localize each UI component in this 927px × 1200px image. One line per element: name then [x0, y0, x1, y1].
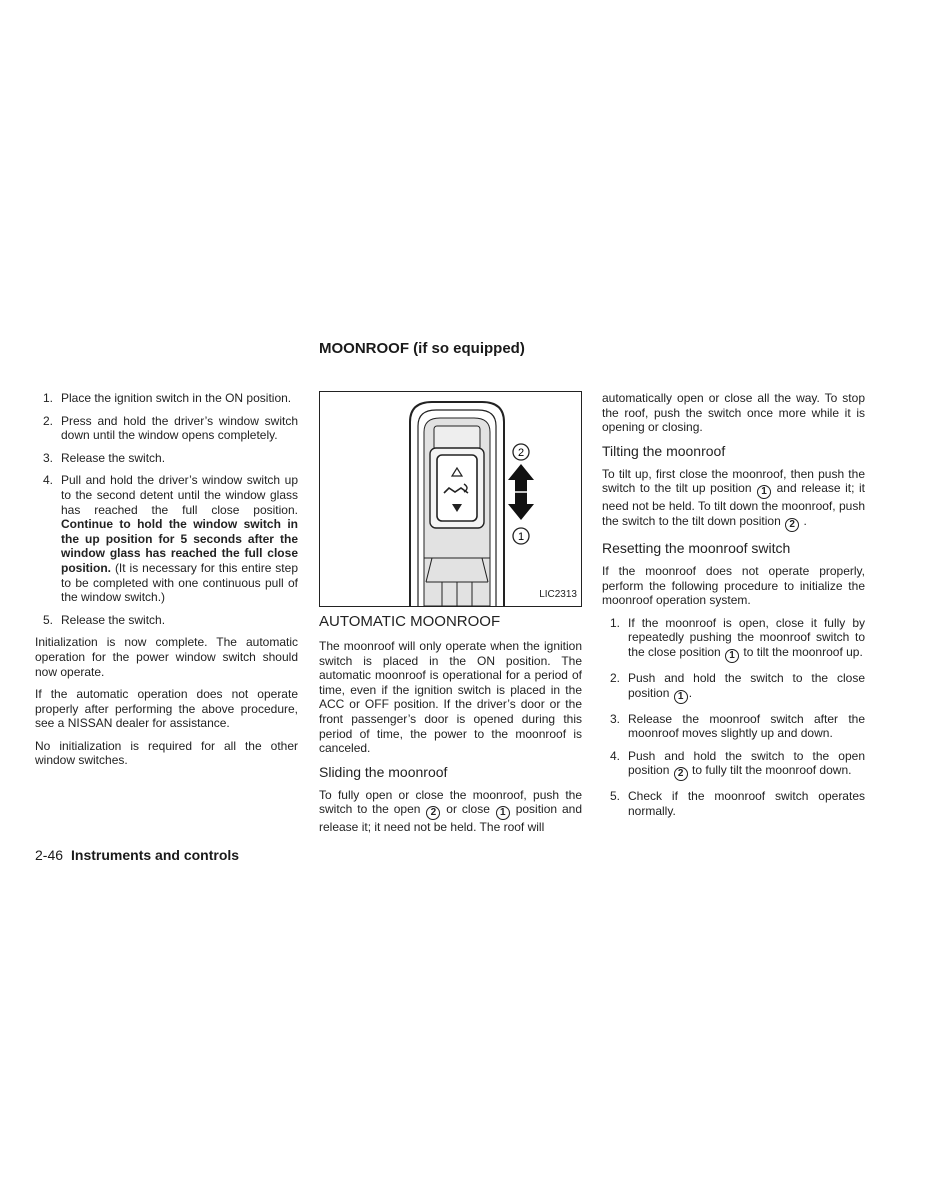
callout-number: 2 [674, 767, 688, 781]
subsection-heading: Sliding the moonroof [319, 763, 448, 780]
list-item [602, 616, 865, 663]
step-number: 4. [43, 473, 54, 488]
step-warning-bold: Continue to hold the window switch in the up position for 5 seconds after the window glass has reached the full close position. [61, 517, 298, 575]
text-run: To fully open or close the moonroof, push the switch to the open [319, 787, 582, 817]
right-column [602, 391, 865, 827]
step-number: 3. [43, 450, 54, 465]
text-run: position and release it; it need not be held. The roof will [319, 802, 583, 835]
subsection-heading: Tilting the moonroof [602, 442, 726, 459]
section-name: Instruments and controls [71, 847, 240, 863]
paragraph: If the moonroof does not operate properly, perform the following procedure to initialize the moonroof operation system. [602, 563, 865, 608]
list-item [602, 712, 865, 741]
step-number: 4. [610, 748, 621, 763]
left-column [35, 391, 298, 776]
callout-number: 1 [757, 485, 771, 499]
list-item [35, 414, 298, 443]
list-item [35, 391, 298, 406]
callout-number: 2 [785, 518, 799, 532]
paragraph: Initialization is now complete. The automatic operation for the power window switch should now operate. [35, 635, 298, 679]
list-item [602, 749, 865, 782]
paragraph [602, 467, 865, 532]
paragraph: automatically open or close all the way. To stop the roof, push the switch once more while it is opening or closing. [602, 391, 865, 435]
callout-number: 1 [496, 806, 510, 820]
subsection-heading: Resetting the moonroof switch [602, 539, 791, 556]
list-item [35, 613, 298, 628]
paragraph [319, 788, 582, 835]
step-text: Check if the moonroof switch operates normally. [628, 789, 865, 818]
paragraph: No initialization is required for all the other window switches. [35, 738, 298, 768]
step-text: Release the switch. [61, 450, 166, 465]
step-text: to tilt the moonroof up. [740, 644, 863, 659]
section-heading: AUTOMATIC MOONROOF [319, 613, 501, 630]
callout-number: 2 [426, 806, 440, 820]
step-text: Place the ignition switch in the ON position. [61, 391, 292, 405]
step-text: If the moonroof is open, close it fully by repeatedly pushing the moonroof switch to the close position [628, 615, 865, 659]
step-text: to fully tilt the moonroof down. [688, 763, 852, 778]
step-number: 2. [610, 670, 621, 685]
list-item [35, 473, 298, 604]
step-text: Pull and hold the driver’s window switch up to the second detent until the window glass has reached the full close position. [61, 473, 298, 517]
middle-column [319, 391, 582, 843]
reset-steps [602, 616, 865, 819]
text-run: or close [441, 802, 495, 817]
list-item [35, 451, 298, 466]
step-text: Release the switch. [61, 612, 166, 627]
step-number: 1. [43, 391, 54, 405]
callout-open: 2 [517, 447, 525, 459]
step-text: Press and hold the driver’s window switch down until the window opens completely. [61, 413, 298, 443]
step-number: 5. [43, 612, 54, 627]
step-text: (It is necessary for this entire step to be completed with one continuous pull of the window switch.) [61, 560, 298, 605]
paragraph: The moonroof will only operate when the ignition switch is placed in the ON position. The automatic moonroof is operational for a period of time, even if the ignition switch is placed in the ACC or OFF position. If the driver’s door or the front passenger’s door is opened during this period of time, the power to the moonroof is canceled. [319, 639, 582, 756]
init-steps [35, 391, 298, 627]
moonroof-switch-figure [319, 391, 582, 607]
callout-number: 1 [725, 649, 739, 663]
step-number: 3. [610, 711, 621, 726]
step-number: 5. [610, 789, 621, 804]
callout-number: 1 [674, 690, 688, 704]
step-text: . [688, 685, 693, 700]
text-run: To tilt up, first close the moonroof, then push the switch to the tilt up position [602, 466, 865, 496]
step-text: Push and hold the switch to the open position [628, 748, 865, 778]
step-number: 2. [43, 413, 54, 428]
paragraph: If the automatic operation does not operate properly after performing the above procedure, see a NISSAN dealer for assistance. [35, 687, 298, 731]
step-number: 1. [610, 615, 621, 630]
figure-label: LIC2313 [539, 589, 577, 601]
callout-close: 1 [517, 531, 525, 543]
moonroof-switch-illustration [320, 392, 581, 606]
step-text: Release the moonroof switch after the moonroof moves slightly up and down. [628, 711, 865, 741]
page-number: 2-46 [35, 847, 64, 863]
page-footer [35, 847, 239, 863]
text-run: . [800, 513, 807, 528]
step-text: Push and hold the switch to the close position [628, 670, 865, 700]
list-item [602, 789, 865, 818]
text-run: and release it; it need not be held. To tilt down the moonroof, push the switch to the tilt down position [602, 481, 865, 528]
page-title: MOONROOF (if so equipped) [319, 340, 525, 357]
list-item [602, 671, 865, 704]
